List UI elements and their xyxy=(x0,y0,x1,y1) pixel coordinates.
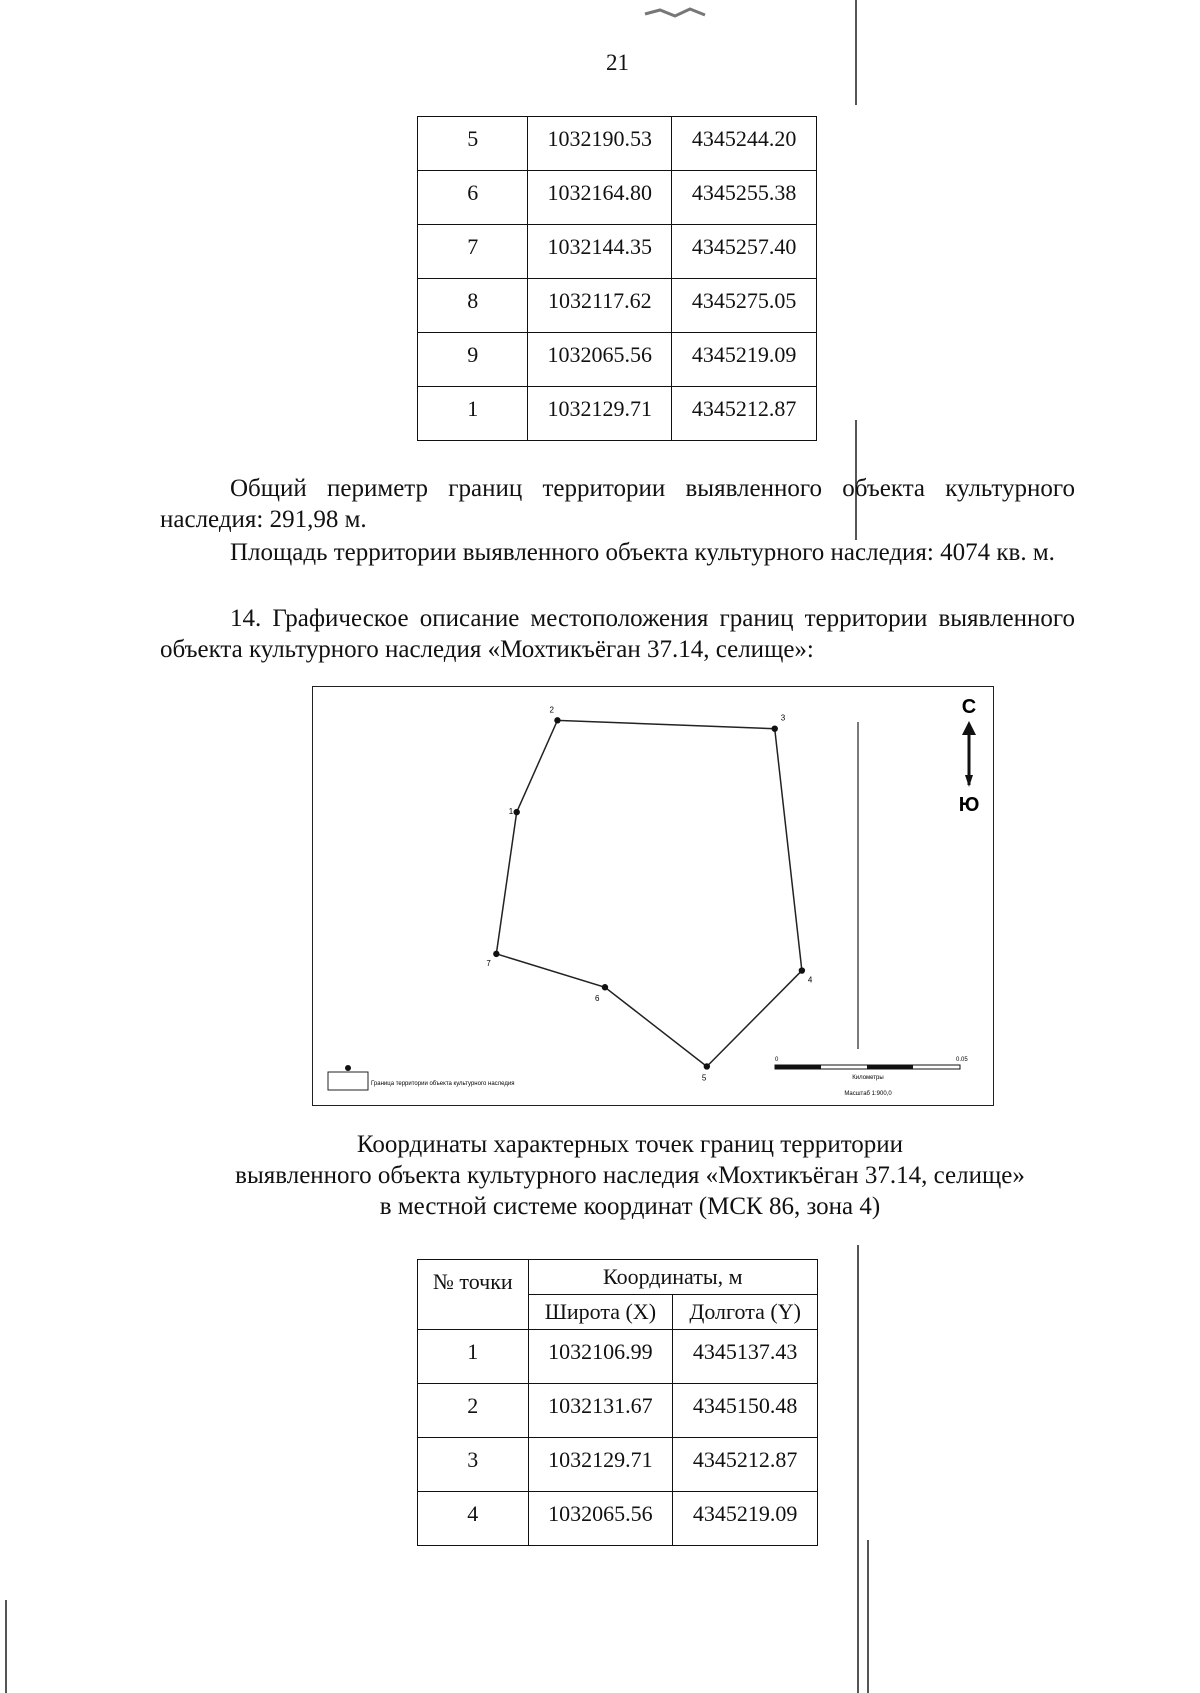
point-number-cell: 3 xyxy=(418,1438,529,1492)
graphic-description-text: 14. Графическое описание местоположения границ территории выявленного объекта культурного наследия «Мохтикъёган 37.14, селище»: xyxy=(160,605,1075,663)
boundary-map-canvas xyxy=(313,687,992,1104)
boundary-map xyxy=(312,686,994,1106)
boundary-point-label: 4 xyxy=(807,975,813,985)
latitude-cell: 1032164.80 xyxy=(528,171,672,225)
point-number-cell: 8 xyxy=(418,279,528,333)
table-row xyxy=(418,1330,818,1384)
south-label: Ю xyxy=(958,794,980,816)
table-row xyxy=(418,117,817,171)
longitude-cell: 4345212.87 xyxy=(673,1438,818,1492)
coordinates-table-bottom xyxy=(417,1259,818,1546)
latitude-cell: 1032117.62 xyxy=(528,279,672,333)
table-row xyxy=(418,1492,818,1546)
longitude-cell: 4345244.20 xyxy=(672,117,817,171)
scale-end-label: 0.05 xyxy=(956,1057,968,1063)
table-row xyxy=(418,387,817,441)
north-arrow-icon xyxy=(962,721,976,735)
latitude-cell: 1032131.67 xyxy=(528,1384,673,1438)
latitude-cell: 1032129.71 xyxy=(528,1438,673,1492)
boundary-point-label: 2 xyxy=(549,705,554,715)
longitude-cell: 4345257.40 xyxy=(672,225,817,279)
legend-point-icon xyxy=(345,1065,351,1071)
map-legend xyxy=(328,1065,514,1090)
scan-artifact xyxy=(640,4,715,22)
point-number-cell: 5 xyxy=(418,117,528,171)
boundary-point xyxy=(493,951,499,957)
latitude-cell: 1032065.56 xyxy=(528,1492,673,1546)
boundary-point-label: 7 xyxy=(486,958,491,968)
table-row xyxy=(418,171,817,225)
north-label: С xyxy=(961,696,977,718)
boundary-point-label: 1 xyxy=(508,807,514,817)
point-number-cell: 4 xyxy=(418,1492,529,1546)
point-number-cell: 1 xyxy=(418,1330,529,1384)
longitude-cell: 4345212.87 xyxy=(672,387,817,441)
area-text: Площадь территории выявленного объекта культурного наследия: 4074 кв. м. xyxy=(230,539,1055,566)
table-row xyxy=(418,333,817,387)
latitude-cell: 1032065.56 xyxy=(528,333,672,387)
longitude-cell: 4345275.05 xyxy=(672,279,817,333)
table-row xyxy=(418,225,817,279)
scale-ratio-label: Масштаб 1:900,0 xyxy=(844,1091,892,1097)
boundary-point xyxy=(772,726,778,732)
latitude-cell: 1032129.71 xyxy=(528,387,672,441)
point-number-cell: 2 xyxy=(418,1384,529,1438)
graphic-description-paragraph xyxy=(160,603,1075,665)
south-arrow-icon xyxy=(965,775,973,787)
legend-label: Граница территории объекта культурного наследия xyxy=(371,1081,515,1087)
longitude-cell: 4345137.43 xyxy=(673,1330,818,1384)
caption-line-1: Координаты характерных точек границ территории xyxy=(356,1131,904,1158)
longitude-cell: 4345150.48 xyxy=(673,1384,818,1438)
caption-line-2: выявленного объекта культурного наследия «Мохтикъёган 37.14, селище» xyxy=(235,1162,1025,1189)
coordinates-table-top xyxy=(417,116,817,441)
point-number-cell: 1 xyxy=(418,387,528,441)
latitude-cell: 1032106.99 xyxy=(528,1330,673,1384)
table-row xyxy=(418,1384,818,1438)
scale-start-label: 0 xyxy=(775,1057,779,1063)
boundary-point-label: 6 xyxy=(594,994,600,1004)
table-caption xyxy=(100,1129,1160,1222)
scale-units-label: Километры xyxy=(852,1075,884,1081)
north-arrow xyxy=(959,696,980,816)
header-latitude: Широта (X) xyxy=(528,1295,673,1330)
boundary-point xyxy=(514,809,520,815)
header-longitude: Долгота (Y) xyxy=(673,1295,818,1330)
latitude-cell: 1032190.53 xyxy=(528,117,672,171)
boundary-point-label: 5 xyxy=(701,1073,707,1083)
table-row xyxy=(418,279,817,333)
perimeter-text: Общий периметр границ территории выявленного объекта культурного наследия: 291,98 м. xyxy=(160,475,1075,533)
latitude-cell: 1032144.35 xyxy=(528,225,672,279)
point-number-cell: 7 xyxy=(418,225,528,279)
longitude-cell: 4345219.09 xyxy=(673,1492,818,1546)
boundary-point xyxy=(799,967,805,973)
scan-line xyxy=(857,1245,859,1693)
header-point-number: № точки xyxy=(418,1260,529,1330)
boundary-point xyxy=(554,717,560,723)
boundary-point-label: 3 xyxy=(780,713,786,723)
longitude-cell: 4345255.38 xyxy=(672,171,817,225)
table-row xyxy=(418,1438,818,1492)
legend-boundary-swatch xyxy=(328,1072,368,1090)
scan-line xyxy=(5,1600,7,1693)
caption-line-3: в местной системе координат (МСК 86, зона 4) xyxy=(379,1193,881,1220)
point-number-cell: 6 xyxy=(418,171,528,225)
scan-line xyxy=(867,1540,869,1693)
page-number: 21 xyxy=(606,50,629,75)
boundary-point xyxy=(704,1063,710,1069)
area-paragraph xyxy=(160,537,1075,568)
boundary-point xyxy=(602,984,608,990)
boundary-polygon xyxy=(496,720,802,1066)
header-coordinates: Координаты, м xyxy=(528,1260,817,1295)
point-number-cell: 9 xyxy=(418,333,528,387)
scale-bar xyxy=(775,1057,968,1097)
longitude-cell: 4345219.09 xyxy=(672,333,817,387)
perimeter-paragraph xyxy=(160,473,1075,535)
